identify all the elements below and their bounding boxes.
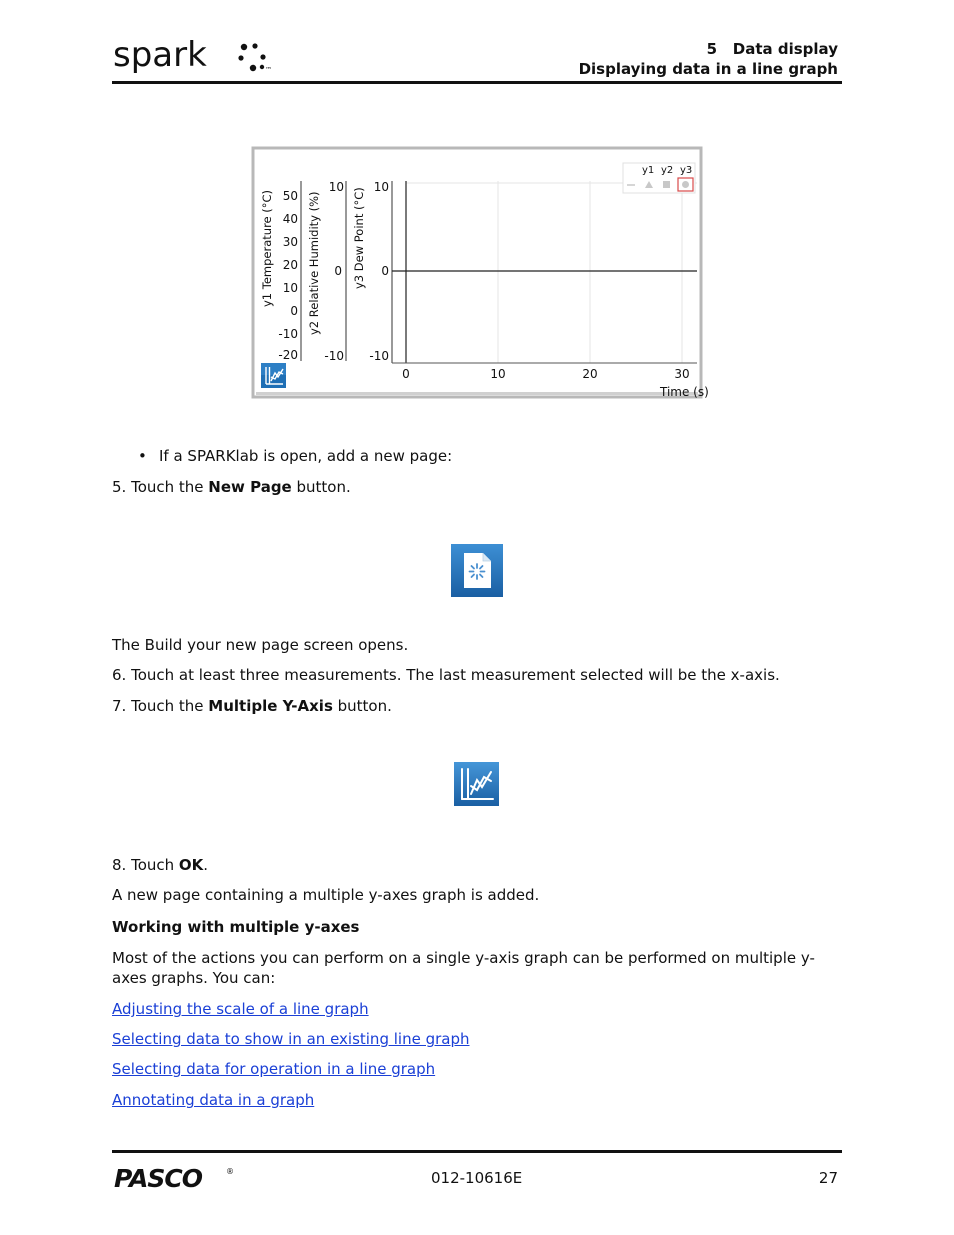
footer-divider bbox=[112, 1150, 842, 1153]
logo-tm: ™ bbox=[265, 66, 272, 74]
page-number: 27 bbox=[818, 1169, 838, 1187]
header-divider bbox=[112, 81, 842, 84]
x-tick: 30 bbox=[674, 367, 690, 381]
y3-tick: -10 bbox=[369, 349, 389, 363]
pasco-brand: PASCO bbox=[114, 1164, 202, 1193]
multiple-y-axis-graph-figure bbox=[252, 147, 709, 399]
legend-square-marker bbox=[663, 181, 670, 188]
y1-tick: -10 bbox=[278, 327, 298, 341]
y1-tick: -20 bbox=[278, 348, 298, 362]
link-adjusting-scale[interactable]: Adjusting the scale of a line graph bbox=[112, 1000, 369, 1018]
chapter-title: 5 Data display bbox=[706, 40, 838, 58]
build-screen-text: The Build your new page screen opens. bbox=[112, 636, 409, 654]
x-axis-label: Time (s) bbox=[660, 385, 709, 399]
y3-axis-label: y3 Dew Point (°C) bbox=[352, 187, 366, 289]
ok-bold: OK bbox=[178, 856, 204, 874]
y1-tick: 0 bbox=[290, 304, 298, 318]
bullet-item: • If a SPARKlab is open, add a new page: bbox=[140, 446, 452, 466]
x-tick: 0 bbox=[402, 367, 410, 381]
y1-axis-label: y1 Temperature (°C) bbox=[260, 189, 274, 307]
multiple-y-axis-bold: Multiple Y-Axis bbox=[208, 697, 333, 715]
step-5: 5. Touch the New Page button. bbox=[112, 478, 351, 496]
legend-y2: y2 bbox=[661, 165, 674, 176]
section-heading: Working with multiple y-axes bbox=[112, 918, 360, 936]
spark-dots-icon bbox=[238, 43, 265, 71]
step-7: 7. Touch the Multiple Y-Axis button. bbox=[112, 697, 392, 715]
graph-legend bbox=[623, 163, 695, 193]
y1-tick: 10 bbox=[282, 281, 298, 295]
y2-tick: 10 bbox=[328, 180, 344, 194]
legend-y3: y3 bbox=[680, 165, 693, 176]
spark-logo bbox=[113, 34, 283, 82]
y3-tick: 0 bbox=[381, 264, 389, 278]
section-title: Displaying data in a line graph bbox=[578, 60, 838, 78]
actions-text-line-2: axes graphs. You can: bbox=[112, 969, 276, 987]
logo-text: spark bbox=[113, 35, 207, 75]
link-selecting-data-operation[interactable]: Selecting data for operation in a line graph bbox=[112, 1060, 436, 1078]
y1-tick: 30 bbox=[282, 235, 298, 249]
pasco-logo bbox=[114, 1165, 239, 1195]
y1-tick: 40 bbox=[282, 212, 298, 226]
y2-tick: -10 bbox=[324, 349, 344, 363]
step-8: 8. Touch OK. bbox=[112, 856, 209, 874]
multiple-y-axis-small-icon bbox=[261, 363, 286, 388]
x-tick: 10 bbox=[490, 367, 506, 381]
running-header bbox=[579, 39, 838, 79]
link-selecting-data-show[interactable]: Selecting data to show in an existing line graph bbox=[112, 1030, 470, 1048]
y2-tick: 0 bbox=[334, 264, 342, 278]
legend-circle-marker bbox=[682, 181, 689, 188]
x-tick: 20 bbox=[582, 367, 598, 381]
legend-y1: y1 bbox=[642, 165, 655, 176]
y1-tick: 20 bbox=[282, 258, 298, 272]
actions-text-line-1: Most of the actions you can perform on a single y-axis graph can be performed on multiple y- bbox=[112, 949, 815, 967]
step-6: 6. Touch at least three measurements. The last measurement selected will be the x-axis. bbox=[112, 666, 780, 684]
y2-axis-label: y2 Relative Humidity (%) bbox=[307, 191, 321, 335]
y3-tick: 10 bbox=[373, 180, 389, 194]
multiple-y-axis-button[interactable] bbox=[454, 762, 499, 806]
new-page-icon bbox=[464, 553, 491, 588]
new-page-button[interactable] bbox=[451, 544, 503, 597]
new-page-added-text: A new page containing a multiple y-axes graph is added. bbox=[112, 886, 540, 904]
new-page-bold: New Page bbox=[208, 478, 292, 496]
link-annotating-data[interactable]: Annotating data in a graph bbox=[112, 1091, 315, 1109]
registered-mark: ® bbox=[226, 1167, 234, 1176]
y1-tick: 50 bbox=[282, 189, 298, 203]
document-number: 012-10616E bbox=[431, 1169, 523, 1187]
